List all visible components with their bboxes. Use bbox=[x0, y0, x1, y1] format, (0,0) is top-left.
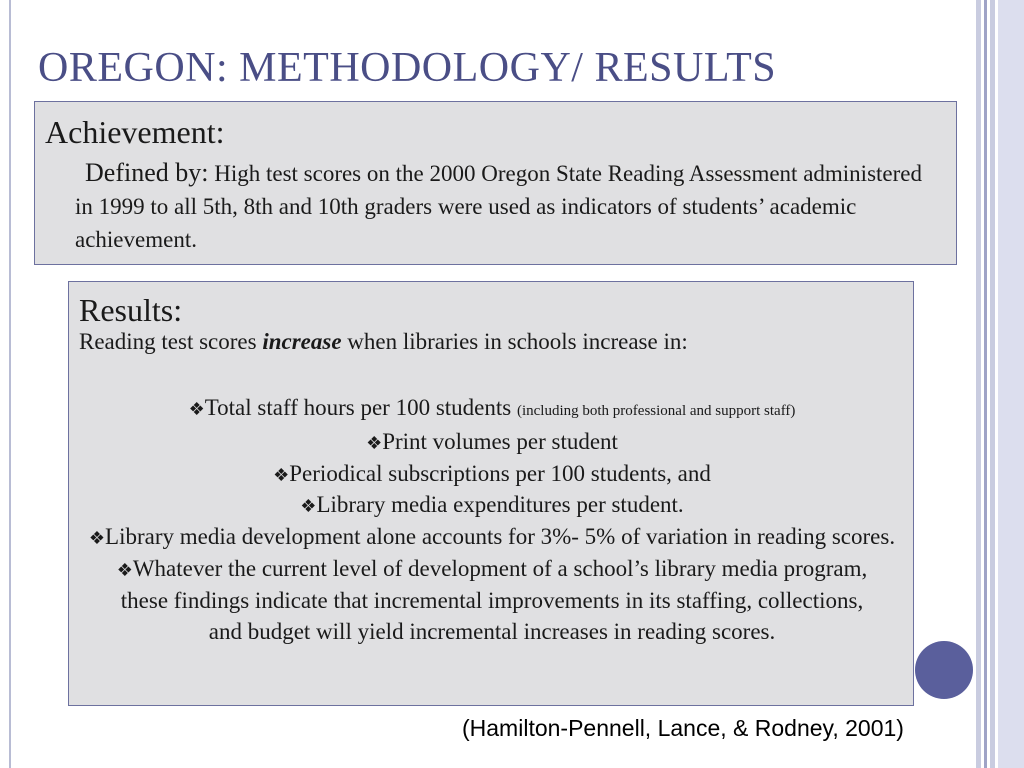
bullet-text: Whatever the current level of development of a school’s library media program, these findings indicate that incremental improvements in its staffing, collections, and budget will yield incremental increases in reading scores. bbox=[120, 555, 868, 644]
results-intro-text: Reading test scores bbox=[79, 329, 263, 354]
bullet-text: Total staff hours per 100 students bbox=[204, 395, 512, 420]
diamond-bullet-icon: ❖ bbox=[366, 432, 383, 453]
achievement-heading: Achievement: bbox=[45, 114, 225, 150]
diamond-bullet-icon: ❖ bbox=[88, 528, 106, 549]
citation: (Hamilton-Pennell, Lance, & Rodney, 2001) bbox=[462, 715, 904, 741]
diamond-bullet-icon: ❖ bbox=[273, 464, 290, 485]
list-item bbox=[69, 522, 915, 554]
list-item bbox=[69, 490, 915, 522]
bullet-note: (including both professional and support staff) bbox=[516, 403, 796, 419]
list-item bbox=[69, 393, 915, 427]
bullet-text: Library media development alone accounts for 3%- 5% of variation in reading scores. bbox=[105, 524, 896, 550]
results-intro-emphasis: increase bbox=[262, 329, 342, 354]
slide-title: OREGON: METHODOLOGY/ RESULTS bbox=[38, 45, 777, 91]
bullet-text: Periodical subscriptions per 100 students, and bbox=[289, 460, 711, 486]
right-decorative-stripes bbox=[976, 0, 1024, 768]
results-intro-text-end: when libraries in schools increase in: bbox=[341, 329, 688, 354]
achievement-definition bbox=[75, 156, 935, 256]
defined-by-text: High test scores on the 2000 Oregon State Reading Assessment administered in 1999 to all 5th, 8th and 10th graders were used as indicators of students’ academic achievement. bbox=[75, 161, 922, 252]
bullet-text: Print volumes per student bbox=[382, 428, 618, 454]
results-intro bbox=[79, 329, 688, 355]
list-item bbox=[69, 427, 915, 459]
defined-by-label: Defined by: bbox=[85, 158, 209, 187]
results-heading: Results: bbox=[79, 292, 183, 328]
list-item bbox=[69, 554, 915, 647]
diamond-bullet-icon: ❖ bbox=[300, 496, 317, 517]
results-box bbox=[68, 281, 914, 706]
diamond-bullet-icon: ❖ bbox=[116, 559, 133, 580]
bullet-text: Library media expenditures per student. bbox=[316, 492, 684, 518]
results-bullet-list bbox=[69, 393, 915, 647]
achievement-box bbox=[34, 101, 957, 265]
accent-circle bbox=[915, 641, 973, 699]
diamond-bullet-icon: ❖ bbox=[188, 399, 205, 419]
list-item bbox=[69, 459, 915, 491]
left-decorative-line bbox=[9, 0, 11, 768]
